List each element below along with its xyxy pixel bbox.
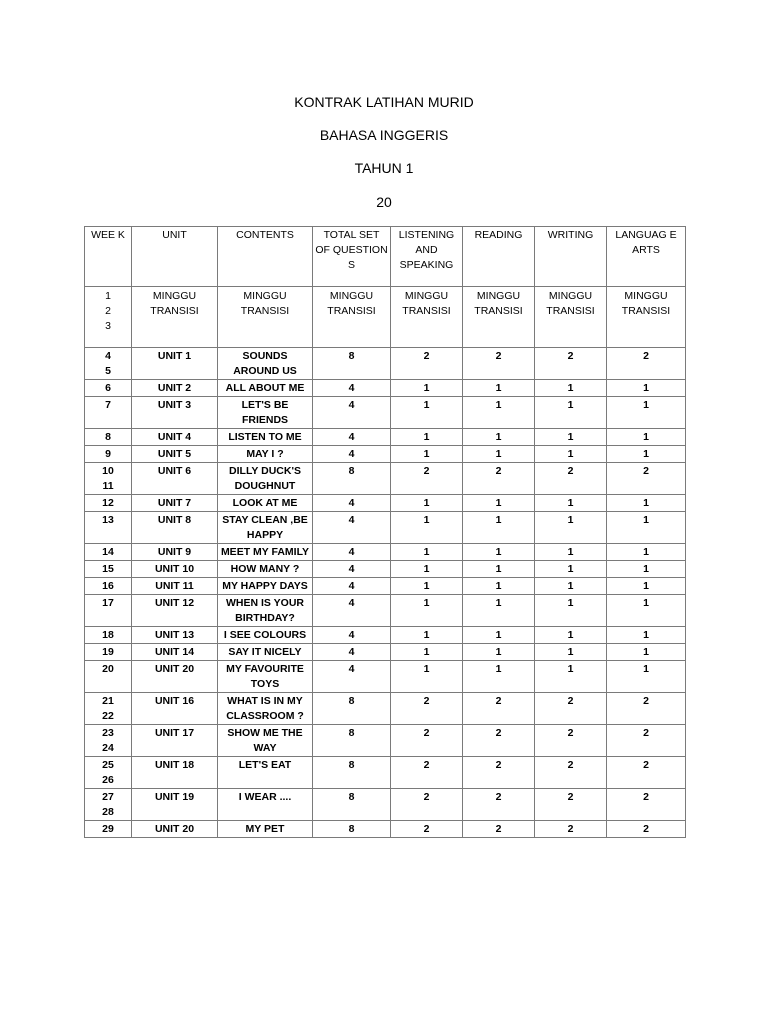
unit-cell: UNIT 11 xyxy=(132,578,218,595)
total-cell: 4 xyxy=(313,627,391,644)
header-reading: READING xyxy=(463,227,535,287)
listening-speaking-cell: 1 xyxy=(391,446,463,463)
transition-cell: MINGGU TRANSISI xyxy=(313,287,391,348)
week-cell: 10 11 xyxy=(85,463,132,495)
writing-cell: 1 xyxy=(535,429,607,446)
contents-cell: SHOW ME THE WAY xyxy=(218,725,313,757)
contents-cell: MY HAPPY DAYS xyxy=(218,578,313,595)
reading-cell: 1 xyxy=(463,561,535,578)
contents-cell: SOUNDS AROUND US xyxy=(218,348,313,380)
listening-speaking-cell: 1 xyxy=(391,661,463,693)
listening-speaking-cell: 1 xyxy=(391,595,463,627)
transition-cell: MINGGU TRANSISI xyxy=(391,287,463,348)
unit-cell: UNIT 8 xyxy=(132,512,218,544)
document-number: 20 xyxy=(376,194,392,210)
contents-cell: LET'S EAT xyxy=(218,757,313,789)
writing-cell: 1 xyxy=(535,380,607,397)
unit-cell: UNIT 14 xyxy=(132,644,218,661)
total-cell: 4 xyxy=(313,512,391,544)
total-cell: 8 xyxy=(313,757,391,789)
header-contents: CONTENTS xyxy=(218,227,313,287)
writing-cell: 2 xyxy=(535,693,607,725)
writing-cell: 2 xyxy=(535,463,607,495)
unit-cell: UNIT 9 xyxy=(132,544,218,561)
table-row xyxy=(85,644,686,661)
listening-speaking-cell: 1 xyxy=(391,578,463,595)
language-arts-cell: 2 xyxy=(607,725,686,757)
reading-cell: 1 xyxy=(463,512,535,544)
reading-cell: 1 xyxy=(463,661,535,693)
language-arts-cell: 2 xyxy=(607,789,686,821)
week-cell: 25 26 xyxy=(85,757,132,789)
reading-cell: 1 xyxy=(463,544,535,561)
unit-cell: UNIT 13 xyxy=(132,627,218,644)
listening-speaking-cell: 2 xyxy=(391,725,463,757)
contents-cell: WHAT IS IN MY CLASSROOM ? xyxy=(218,693,313,725)
contents-cell: MY FAVOURITE TOYS xyxy=(218,661,313,693)
language-arts-cell: 1 xyxy=(607,595,686,627)
document-subject: BAHASA INGGERIS xyxy=(319,127,449,143)
unit-cell: UNIT 5 xyxy=(132,446,218,463)
total-cell: 4 xyxy=(313,544,391,561)
week-cell: 16 xyxy=(85,578,132,595)
total-cell: 8 xyxy=(313,693,391,725)
table-row xyxy=(85,561,686,578)
unit-cell: UNIT 20 xyxy=(132,661,218,693)
total-cell: 8 xyxy=(313,348,391,380)
language-arts-cell: 2 xyxy=(607,821,686,838)
table-row xyxy=(85,429,686,446)
listening-speaking-cell: 1 xyxy=(391,627,463,644)
reading-cell: 1 xyxy=(463,380,535,397)
listening-speaking-cell: 2 xyxy=(391,463,463,495)
writing-cell: 1 xyxy=(535,446,607,463)
unit-cell: UNIT 2 xyxy=(132,380,218,397)
transition-cell: MINGGU TRANSISI xyxy=(463,287,535,348)
week-cell: 15 xyxy=(85,561,132,578)
transition-row xyxy=(85,287,686,348)
language-arts-cell: 1 xyxy=(607,397,686,429)
unit-cell: UNIT 6 xyxy=(132,463,218,495)
transition-cell: MINGGU TRANSISI xyxy=(132,287,218,348)
header-writing: WRITING xyxy=(535,227,607,287)
language-arts-cell: 1 xyxy=(607,544,686,561)
reading-cell: 1 xyxy=(463,578,535,595)
week-cell: 6 xyxy=(85,380,132,397)
language-arts-cell: 1 xyxy=(607,644,686,661)
listening-speaking-cell: 2 xyxy=(391,821,463,838)
contents-cell: DILLY DUCK'S DOUGHNUT xyxy=(218,463,313,495)
writing-cell: 1 xyxy=(535,397,607,429)
language-arts-cell: 2 xyxy=(607,348,686,380)
contents-cell: WHEN IS YOUR BIRTHDAY? xyxy=(218,595,313,627)
writing-cell: 1 xyxy=(535,512,607,544)
total-cell: 4 xyxy=(313,495,391,512)
table-row xyxy=(85,578,686,595)
table-row xyxy=(85,380,686,397)
week-cell: 1 2 3 xyxy=(85,287,132,348)
week-cell: 23 24 xyxy=(85,725,132,757)
listening-speaking-cell: 1 xyxy=(391,561,463,578)
week-cell: 29 xyxy=(85,821,132,838)
total-cell: 4 xyxy=(313,397,391,429)
language-arts-cell: 1 xyxy=(607,429,686,446)
table-row xyxy=(85,821,686,838)
contents-cell: MY PET xyxy=(218,821,313,838)
unit-cell: UNIT 1 xyxy=(132,348,218,380)
contents-cell: LET'S BE FRIENDS xyxy=(218,397,313,429)
week-cell: 7 xyxy=(85,397,132,429)
table-row xyxy=(85,595,686,627)
writing-cell: 2 xyxy=(535,757,607,789)
total-cell: 8 xyxy=(313,463,391,495)
language-arts-cell: 1 xyxy=(607,495,686,512)
unit-cell: UNIT 12 xyxy=(132,595,218,627)
writing-cell: 2 xyxy=(535,789,607,821)
week-cell: 12 xyxy=(85,495,132,512)
transition-cell: MINGGU TRANSISI xyxy=(218,287,313,348)
week-cell: 27 28 xyxy=(85,789,132,821)
reading-cell: 2 xyxy=(463,757,535,789)
week-cell: 4 5 xyxy=(85,348,132,380)
transition-cell: MINGGU TRANSISI xyxy=(535,287,607,348)
total-cell: 4 xyxy=(313,578,391,595)
total-cell: 4 xyxy=(313,380,391,397)
week-cell: 21 22 xyxy=(85,693,132,725)
table-row xyxy=(85,495,686,512)
unit-cell: UNIT 10 xyxy=(132,561,218,578)
week-cell: 18 xyxy=(85,627,132,644)
header-listening-speaking: LISTENING AND SPEAKING xyxy=(391,227,463,287)
reading-cell: 2 xyxy=(463,725,535,757)
table-row xyxy=(85,544,686,561)
listening-speaking-cell: 2 xyxy=(391,757,463,789)
table-row xyxy=(85,757,686,789)
contents-cell: ALL ABOUT ME xyxy=(218,380,313,397)
writing-cell: 1 xyxy=(535,644,607,661)
reading-cell: 1 xyxy=(463,397,535,429)
language-arts-cell: 1 xyxy=(607,561,686,578)
contents-cell: I WEAR .... xyxy=(218,789,313,821)
header-unit: UNIT xyxy=(132,227,218,287)
total-cell: 4 xyxy=(313,595,391,627)
language-arts-cell: 2 xyxy=(607,757,686,789)
listening-speaking-cell: 2 xyxy=(391,348,463,380)
reading-cell: 2 xyxy=(463,789,535,821)
unit-cell: UNIT 18 xyxy=(132,757,218,789)
language-arts-cell: 1 xyxy=(607,578,686,595)
listening-speaking-cell: 1 xyxy=(391,380,463,397)
total-cell: 8 xyxy=(313,725,391,757)
writing-cell: 2 xyxy=(535,821,607,838)
reading-cell: 1 xyxy=(463,495,535,512)
listening-speaking-cell: 2 xyxy=(391,789,463,821)
language-arts-cell: 1 xyxy=(607,446,686,463)
writing-cell: 1 xyxy=(535,627,607,644)
week-cell: 8 xyxy=(85,429,132,446)
reading-cell: 2 xyxy=(463,693,535,725)
reading-cell: 1 xyxy=(463,644,535,661)
total-cell: 4 xyxy=(313,644,391,661)
unit-cell: UNIT 20 xyxy=(132,821,218,838)
reading-cell: 1 xyxy=(463,429,535,446)
header-week: WEE K xyxy=(85,227,132,287)
document-year: TAHUN 1 xyxy=(354,160,414,176)
unit-cell: UNIT 3 xyxy=(132,397,218,429)
writing-cell: 1 xyxy=(535,495,607,512)
writing-cell: 1 xyxy=(535,578,607,595)
unit-cell: UNIT 19 xyxy=(132,789,218,821)
unit-cell: UNIT 16 xyxy=(132,693,218,725)
total-cell: 4 xyxy=(313,661,391,693)
table-row xyxy=(85,661,686,693)
language-arts-cell: 1 xyxy=(607,380,686,397)
writing-cell: 1 xyxy=(535,561,607,578)
contents-cell: MEET MY FAMILY xyxy=(218,544,313,561)
transition-cell: MINGGU TRANSISI xyxy=(607,287,686,348)
table-row xyxy=(85,693,686,725)
total-cell: 4 xyxy=(313,429,391,446)
contents-cell: I SEE COLOURS xyxy=(218,627,313,644)
total-cell: 4 xyxy=(313,446,391,463)
week-cell: 19 xyxy=(85,644,132,661)
language-arts-cell: 2 xyxy=(607,463,686,495)
writing-cell: 1 xyxy=(535,661,607,693)
week-cell: 9 xyxy=(85,446,132,463)
unit-cell: UNIT 7 xyxy=(132,495,218,512)
contents-cell: MAY I ? xyxy=(218,446,313,463)
training-contract-table xyxy=(84,226,686,838)
writing-cell: 2 xyxy=(535,725,607,757)
reading-cell: 1 xyxy=(463,446,535,463)
listening-speaking-cell: 1 xyxy=(391,544,463,561)
language-arts-cell: 1 xyxy=(607,661,686,693)
contents-cell: LISTEN TO ME xyxy=(218,429,313,446)
reading-cell: 1 xyxy=(463,627,535,644)
header-language-arts: LANGUAG E ARTS xyxy=(607,227,686,287)
table-header-row xyxy=(85,227,686,287)
contents-cell: HOW MANY ? xyxy=(218,561,313,578)
language-arts-cell: 1 xyxy=(607,512,686,544)
table-row xyxy=(85,463,686,495)
listening-speaking-cell: 1 xyxy=(391,429,463,446)
week-cell: 17 xyxy=(85,595,132,627)
week-cell: 13 xyxy=(85,512,132,544)
table-row xyxy=(85,725,686,757)
table-row xyxy=(85,512,686,544)
table-row xyxy=(85,446,686,463)
listening-speaking-cell: 1 xyxy=(391,512,463,544)
reading-cell: 2 xyxy=(463,348,535,380)
week-cell: 20 xyxy=(85,661,132,693)
table-row xyxy=(85,627,686,644)
table-row xyxy=(85,789,686,821)
reading-cell: 1 xyxy=(463,595,535,627)
contents-cell: SAY IT NICELY xyxy=(218,644,313,661)
language-arts-cell: 2 xyxy=(607,693,686,725)
writing-cell: 1 xyxy=(535,595,607,627)
table-row xyxy=(85,397,686,429)
contents-cell: STAY CLEAN ,BE HAPPY xyxy=(218,512,313,544)
listening-speaking-cell: 1 xyxy=(391,495,463,512)
listening-speaking-cell: 1 xyxy=(391,644,463,661)
total-cell: 4 xyxy=(313,561,391,578)
reading-cell: 2 xyxy=(463,463,535,495)
contents-cell: LOOK AT ME xyxy=(218,495,313,512)
total-cell: 8 xyxy=(313,789,391,821)
listening-speaking-cell: 2 xyxy=(391,693,463,725)
writing-cell: 1 xyxy=(535,544,607,561)
week-cell: 14 xyxy=(85,544,132,561)
reading-cell: 2 xyxy=(463,821,535,838)
writing-cell: 2 xyxy=(535,348,607,380)
header-total-questions: TOTAL SET OF QUESTION S xyxy=(313,227,391,287)
listening-speaking-cell: 1 xyxy=(391,397,463,429)
table-row xyxy=(85,348,686,380)
unit-cell: UNIT 4 xyxy=(132,429,218,446)
language-arts-cell: 1 xyxy=(607,627,686,644)
unit-cell: UNIT 17 xyxy=(132,725,218,757)
document-title: KONTRAK LATIHAN MURID xyxy=(294,94,474,110)
total-cell: 8 xyxy=(313,821,391,838)
